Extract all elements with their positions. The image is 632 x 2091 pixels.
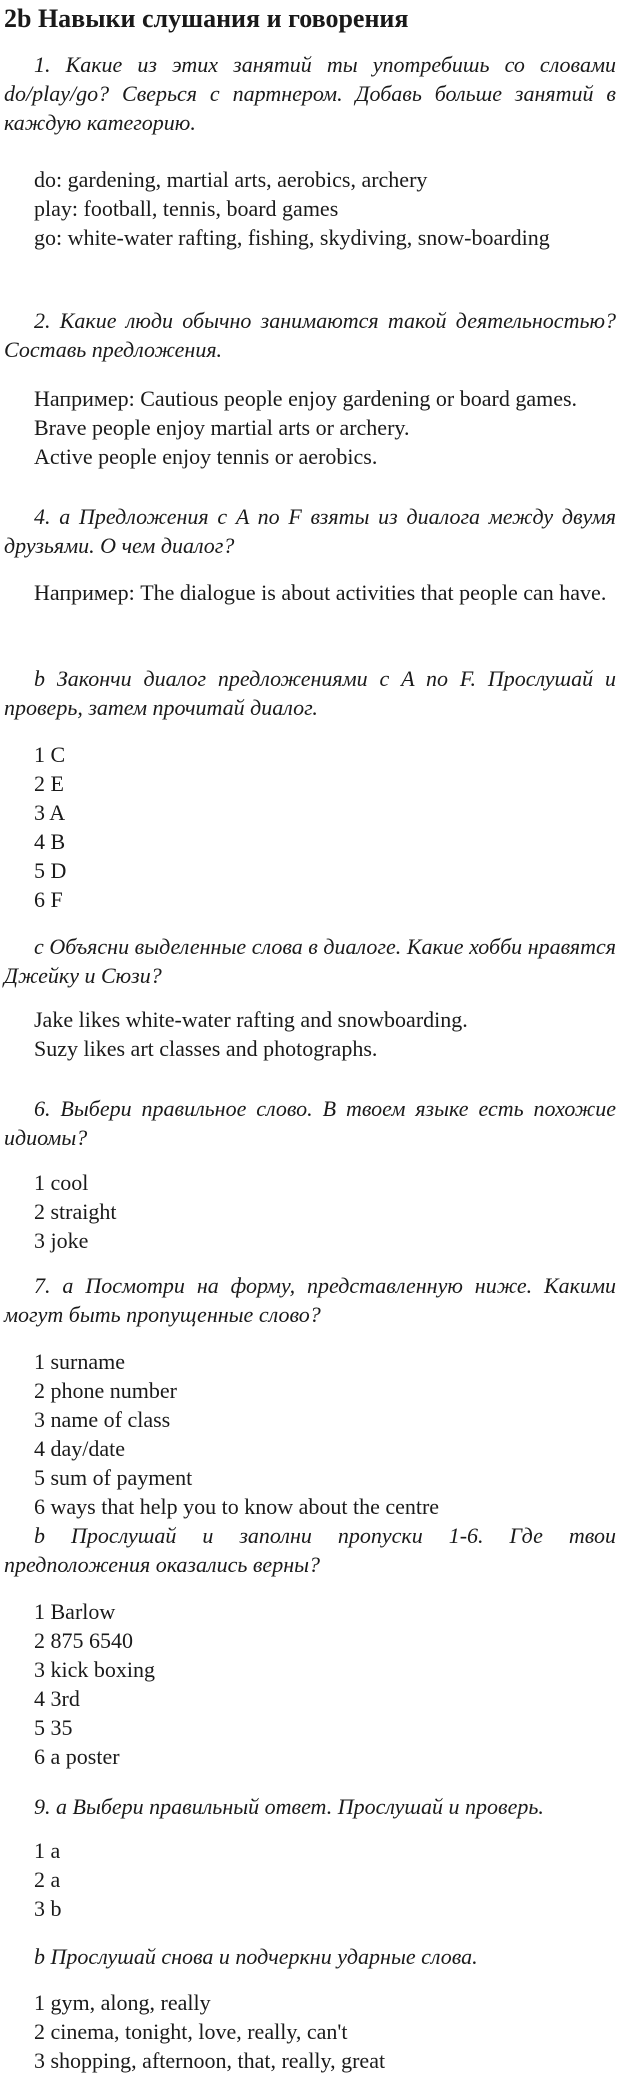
task-2-answers [4, 384, 616, 471]
task-2-prompt: 2. Какие люди обычно занимаются такой деятельностью? Составь предложения. [4, 308, 616, 362]
page-title: 2b Навыки слушания и говорения [4, 4, 409, 33]
answer-line: 3 kick boxing [34, 1657, 155, 1682]
task-9a-prompt: 9. a Выбери правильный ответ. Прослушай и проверь. [34, 1794, 544, 1819]
answer-line: Active people enjoy tennis or aerobics. [34, 444, 378, 469]
answer-line: do: gardening, martial arts, aerobics, archery [34, 167, 428, 192]
task-4a-prompt: 4. a Предложения с A по F взяты из диалога между двумя друзьями. О чем диалог? [4, 504, 616, 558]
answer-line: Jake likes white-water rafting and snowboarding. [34, 1007, 468, 1032]
answer-line: 1 C [34, 742, 66, 767]
task-4c-prompt: c Объясни выделенные слова в диалоге. Какие хобби нравятся Джейку и Сюзи? [4, 934, 616, 988]
answer-line: 3 A [34, 800, 66, 825]
answer-line: 6 a poster [34, 1744, 120, 1769]
answer-line: 1 Barlow [34, 1599, 116, 1624]
answer-line: 4 B [34, 829, 66, 854]
task-7a-answers [4, 1347, 616, 1521]
answer-line: 5 35 [34, 1715, 73, 1740]
answer-line: 2 phone number [34, 1378, 177, 1403]
answer-line: 2 cinema, tonight, love, really, can't [34, 2019, 348, 2044]
task-4c-answers [4, 1005, 616, 1063]
answer-line: 5 D [34, 858, 67, 883]
task-1-prompt: 1. Какие из этих занятий ты употребишь со словами do/play/go? Сверься с партнером. Добавь больше занятий в каждую категорию. [4, 52, 616, 135]
answer-line: Suzy likes art classes and photographs. [34, 1036, 378, 1061]
answer-line: play: football, tennis, board games [34, 196, 339, 221]
task-6-prompt: 6. Выбери правильное слово. В твоем языке есть похожие идиомы? [4, 1096, 616, 1150]
answer-line: Например: The dialogue is about activities that people can have. [34, 580, 607, 605]
answer-line: 2 E [34, 771, 64, 796]
answer-line: 2 straight [34, 1199, 117, 1224]
answer-line: 1 surname [34, 1349, 126, 1374]
answer-line: 4 3rd [34, 1686, 80, 1711]
task-9b-prompt: b Прослушай снова и подчеркни ударные слова. [34, 1944, 478, 1969]
task-4b-answers [4, 740, 616, 914]
task-6-answers [4, 1168, 616, 1255]
task-7b-prompt: b Прослушай и заполни пропуски 1-6. Где твои предположения оказались верны? [4, 1523, 616, 1577]
answer-line: 2 875 6540 [34, 1628, 133, 1653]
task-1-answers [4, 165, 616, 252]
answer-line: 3 joke [34, 1228, 89, 1253]
answer-line: Например: Cautious people enjoy gardening or board games. [34, 386, 578, 411]
task-4b-prompt: b Закончи диалог предложениями с A по F. Прослушай и проверь, затем прочитай диалог. [4, 666, 616, 720]
answer-line: 1 gym, along, really [34, 1990, 211, 2015]
task-7b-answers [4, 1597, 616, 1771]
answer-line: 3 name of class [34, 1407, 171, 1432]
task-9a-answers [4, 1836, 616, 1923]
answer-line: Brave people enjoy martial arts or archery. [34, 415, 410, 440]
answer-line: 6 F [34, 887, 63, 912]
answer-line: 2 a [34, 1867, 61, 1892]
task-7a-prompt: 7. a Посмотри на форму, представленную ниже. Какими могут быть пропущенные слово? [4, 1273, 616, 1327]
answer-line: 1 cool [34, 1170, 89, 1195]
answer-line: 6 ways that help you to know about the centre [34, 1494, 440, 1519]
answer-line: 1 a [34, 1838, 61, 1863]
answer-line: 3 b [34, 1896, 62, 1921]
answer-line: 4 day/date [34, 1436, 126, 1461]
task-4a-answers [4, 578, 616, 607]
answer-line: go: white-water rafting, fishing, skydiving, snow-boarding [34, 225, 550, 250]
answer-line: 5 sum of payment [34, 1465, 193, 1490]
answer-line: 3 shopping, afternoon, that, really, great [34, 2048, 386, 2073]
task-9b-answers [4, 1988, 616, 2075]
